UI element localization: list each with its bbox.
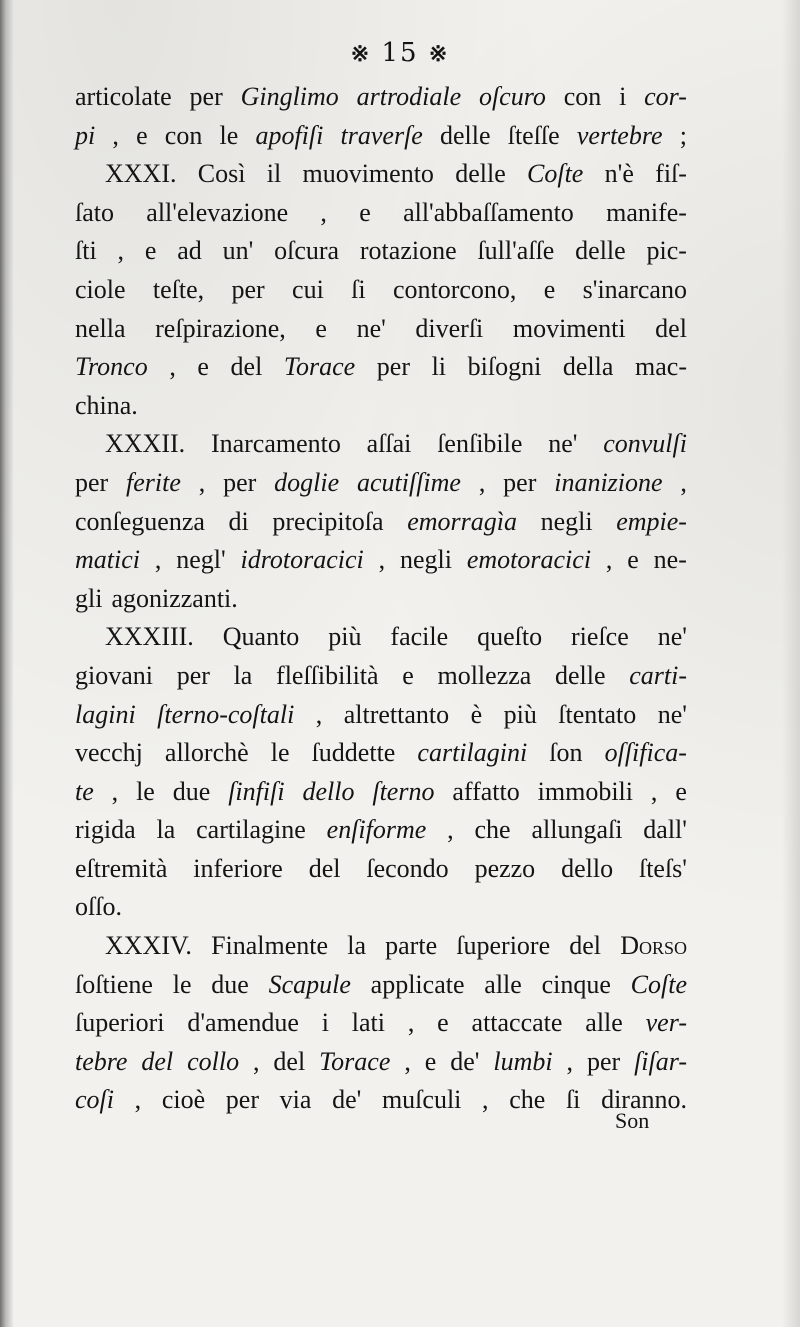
text-line <box>75 888 687 927</box>
word: ſterno <box>372 776 435 806</box>
word: , <box>566 1046 574 1076</box>
word: , <box>378 545 386 575</box>
word: agonizzanti. <box>111 583 238 613</box>
word: te <box>75 776 94 806</box>
word: emotoracici <box>466 545 592 575</box>
word: ciole <box>75 274 126 304</box>
word: le <box>270 738 290 768</box>
text-line <box>75 618 687 657</box>
word: muſculi <box>381 1085 462 1115</box>
word: movimenti <box>512 313 626 343</box>
word: e <box>543 274 556 304</box>
word: dall' <box>643 815 687 845</box>
word: artrodiale <box>356 82 462 111</box>
word: ſti <box>75 236 97 266</box>
word: vecchj <box>75 738 143 768</box>
word: Torace <box>319 1046 391 1076</box>
word: della <box>562 352 614 382</box>
word: ver- <box>645 1008 687 1038</box>
word: diverſi <box>415 313 484 343</box>
word: per <box>586 1046 621 1076</box>
word: s'inarcano <box>582 274 687 304</box>
word: idrotoracici <box>240 545 364 575</box>
word: allungaſi <box>531 815 623 845</box>
text-line <box>75 580 687 619</box>
word: oſcura <box>274 236 340 266</box>
text-line <box>75 1004 687 1043</box>
word: pi <box>75 120 96 150</box>
word: ſoſtiene <box>75 969 153 999</box>
word: rieſce <box>571 622 629 652</box>
word: con <box>164 120 203 150</box>
word: pic- <box>646 236 687 266</box>
word: aſſai <box>366 429 412 459</box>
word: , <box>111 776 119 806</box>
word: per <box>189 82 223 111</box>
word: collo <box>187 1046 240 1076</box>
word: all'elevazione <box>146 197 289 227</box>
word: e <box>402 660 414 690</box>
word: , <box>117 236 124 266</box>
word: ſuddette <box>311 738 396 768</box>
text-line <box>75 271 687 310</box>
word: ne' <box>548 429 578 459</box>
word: allorchè <box>164 738 249 768</box>
word: dello <box>302 776 355 806</box>
text-line <box>75 850 687 889</box>
word: per <box>75 467 109 497</box>
word: biſogni <box>467 352 542 382</box>
word: Inarcamento <box>210 429 341 459</box>
word: tebre <box>75 1046 128 1076</box>
word: ; <box>679 120 687 150</box>
word: fiſ- <box>655 159 687 189</box>
word: , <box>680 467 687 497</box>
word: ſenſibile <box>437 429 523 459</box>
word: pezzo <box>474 853 536 883</box>
word: la <box>156 815 176 845</box>
word: alle <box>585 1008 623 1038</box>
word: e <box>197 352 209 382</box>
word: XXXIII. <box>105 622 194 652</box>
word: rotazione <box>359 236 457 266</box>
word: ſteſſe <box>507 120 560 150</box>
word: , <box>650 776 658 806</box>
word: più <box>328 622 362 652</box>
word: delle <box>575 236 626 266</box>
word: vertebre <box>576 120 663 150</box>
word: cartilagini <box>417 738 528 768</box>
word: , <box>315 699 323 729</box>
word: , <box>169 352 176 382</box>
word: ſon <box>549 738 583 768</box>
word: un' <box>222 236 254 266</box>
word: , <box>447 815 454 845</box>
text-line <box>75 1081 687 1120</box>
word: del <box>569 931 602 961</box>
word: inanizione <box>554 467 663 497</box>
word: e <box>136 120 148 150</box>
word: e <box>359 197 371 227</box>
word: ſato <box>75 197 114 227</box>
word: le <box>219 120 239 150</box>
ornament-right-icon: ※ <box>428 41 450 67</box>
word: le <box>136 776 155 806</box>
word: i <box>619 82 627 111</box>
word: le <box>172 969 192 999</box>
word: matici <box>75 545 140 575</box>
word: teſte, <box>152 274 205 304</box>
word: Scapule <box>268 969 351 999</box>
text-line <box>75 1043 687 1082</box>
text-line <box>75 696 687 735</box>
word: oſſo. <box>75 892 122 922</box>
word: con <box>563 82 602 111</box>
text-line <box>75 657 687 696</box>
word: delle <box>440 120 491 150</box>
word: ferite <box>126 467 181 497</box>
word: delle <box>555 660 606 690</box>
word: ſull'aſſe <box>477 236 555 266</box>
word: di <box>228 506 249 536</box>
text-line <box>75 966 687 1005</box>
word: , <box>112 120 119 150</box>
word: inferiore <box>193 853 283 883</box>
word: ſecondo <box>366 853 449 883</box>
word: e <box>315 313 327 343</box>
word: del <box>273 1046 306 1076</box>
word: oſſifica- <box>604 738 687 768</box>
word: , <box>198 467 206 497</box>
word: due <box>211 969 249 999</box>
word: de' <box>332 1085 362 1115</box>
word: il <box>266 159 282 189</box>
word: manife- <box>606 197 687 227</box>
word: ne' <box>657 699 687 729</box>
word: contorcono, <box>392 274 517 304</box>
text-line <box>75 811 687 850</box>
word: dello <box>561 853 614 883</box>
word: , <box>320 197 327 227</box>
word: ne' <box>356 313 386 343</box>
word: rigida <box>75 815 136 845</box>
word: due <box>172 776 211 806</box>
word: enſiforme <box>326 815 427 845</box>
word: emorragìa <box>407 506 517 536</box>
word: acutiſſime <box>357 467 461 497</box>
word: attaccate <box>471 1008 563 1038</box>
word: Finalmente <box>211 931 329 961</box>
word: la <box>233 660 253 690</box>
word: altrettanto <box>343 699 450 729</box>
word: parte <box>385 931 438 961</box>
word: coſi <box>75 1085 114 1115</box>
text-line <box>75 425 687 464</box>
word: ſuperiore <box>456 931 551 961</box>
word: è <box>470 699 483 729</box>
word: , <box>154 545 162 575</box>
word: giovani <box>75 660 153 690</box>
word: oſcuro <box>478 82 546 111</box>
text-line <box>75 387 687 426</box>
word: del <box>141 1046 174 1076</box>
word: empie- <box>616 506 687 536</box>
word: per <box>176 660 210 690</box>
word: cor- <box>644 82 687 111</box>
word: ſi <box>351 274 366 304</box>
word: carti- <box>629 660 687 690</box>
word: , <box>605 545 613 575</box>
word: , <box>134 1085 142 1115</box>
word: che <box>509 1085 546 1115</box>
text-line <box>75 155 687 194</box>
word: per <box>223 467 257 497</box>
word: gli <box>75 583 103 613</box>
word: li <box>431 352 447 382</box>
word: lati <box>351 1008 385 1038</box>
word: Così <box>197 159 246 189</box>
word: conſeguenza <box>75 506 205 536</box>
word: per <box>225 1085 259 1115</box>
word: Quanto <box>222 622 300 652</box>
word: affatto <box>452 776 520 806</box>
word: XXXII. <box>105 429 186 459</box>
text-line <box>75 194 687 233</box>
word: ſterno-coſtali <box>157 699 295 729</box>
word: Ginglimo <box>240 82 339 111</box>
word: queſto <box>477 622 543 652</box>
page-header <box>0 38 800 68</box>
word: che <box>474 815 511 845</box>
word: e <box>437 1008 449 1038</box>
page-gutter-shadow <box>0 0 14 1327</box>
word: , <box>404 1046 411 1076</box>
word: d'amendue <box>187 1008 299 1038</box>
word: diranno. <box>601 1085 687 1115</box>
text-line <box>75 348 687 387</box>
word: i <box>321 1008 329 1038</box>
word: ſi <box>565 1085 581 1115</box>
word: reſpirazione, <box>155 313 286 343</box>
word: ne- <box>653 545 687 575</box>
text-line <box>75 927 687 966</box>
catchword: Son <box>615 1108 650 1133</box>
word: traverſe <box>340 120 423 150</box>
word: negli <box>540 506 593 536</box>
word: all'abbaſſamento <box>403 197 574 227</box>
word: XXXIV. <box>105 931 192 961</box>
word: Dorso <box>620 931 687 961</box>
word: de' <box>450 1046 480 1076</box>
word: delle <box>455 159 506 189</box>
word: , <box>253 1046 260 1076</box>
word: convulſi <box>603 429 687 459</box>
word: mollezza <box>437 660 532 690</box>
text-line <box>75 541 687 580</box>
word: e <box>144 236 157 266</box>
text-line <box>75 78 687 117</box>
word: precipitoſa <box>272 506 384 536</box>
word: immobili <box>537 776 633 806</box>
word: nella <box>75 313 126 343</box>
word: alle <box>484 969 522 999</box>
word: mac- <box>635 352 687 382</box>
body-text <box>75 78 687 1120</box>
word: ſuperiori <box>75 1008 165 1038</box>
word: ad <box>177 236 202 266</box>
word: del <box>655 313 687 343</box>
word: china. <box>75 390 138 420</box>
word: e <box>675 776 687 806</box>
ornament-left-icon: ※ <box>350 41 372 67</box>
word: fleſſibilità <box>276 660 379 690</box>
text-line <box>75 232 687 271</box>
text-line <box>75 773 687 812</box>
word: per <box>503 467 537 497</box>
page-number: 15 <box>381 38 419 68</box>
word: per <box>231 274 265 304</box>
word: ſteſs' <box>638 853 687 883</box>
word: e <box>627 545 639 575</box>
text-line <box>75 464 687 503</box>
word: , <box>478 467 486 497</box>
word: negl' <box>176 545 226 575</box>
word: ſiſar- <box>634 1046 687 1076</box>
word: , <box>407 1008 415 1038</box>
text-line <box>75 117 687 156</box>
page-edge-shadow <box>782 0 800 1327</box>
word: ne' <box>657 622 687 652</box>
word: , <box>482 1085 489 1115</box>
word: del <box>308 853 341 883</box>
word: n'è <box>604 159 634 189</box>
word: lagini <box>75 699 136 729</box>
word: ſtentato <box>558 699 637 729</box>
word: negli <box>400 545 452 575</box>
word: doglie <box>274 467 340 497</box>
word: ſinfiſi <box>228 776 285 806</box>
word: cui <box>292 274 324 304</box>
word: apofiſi <box>255 120 324 150</box>
word: cartilagine <box>196 815 306 845</box>
text-line <box>75 734 687 773</box>
word: XXXI. <box>105 159 177 189</box>
word: e <box>424 1046 437 1076</box>
word: Coſte <box>527 159 584 189</box>
word: la <box>347 931 366 961</box>
word: per <box>376 352 410 382</box>
word: Torace <box>283 352 356 382</box>
word: Coſte <box>630 969 687 999</box>
word: cinque <box>541 969 611 999</box>
word: del <box>230 352 263 382</box>
word: più <box>503 699 537 729</box>
word: muovimento <box>302 159 434 189</box>
word: applicate <box>370 969 465 999</box>
word: via <box>279 1085 312 1115</box>
word: cioè <box>161 1085 206 1115</box>
text-line <box>75 503 687 542</box>
word: Tronco <box>75 352 148 382</box>
word: eſtremità <box>75 853 168 883</box>
word: articolate <box>75 82 172 111</box>
text-line <box>75 310 687 349</box>
word: lumbi <box>493 1046 553 1076</box>
word: facile <box>390 622 449 652</box>
